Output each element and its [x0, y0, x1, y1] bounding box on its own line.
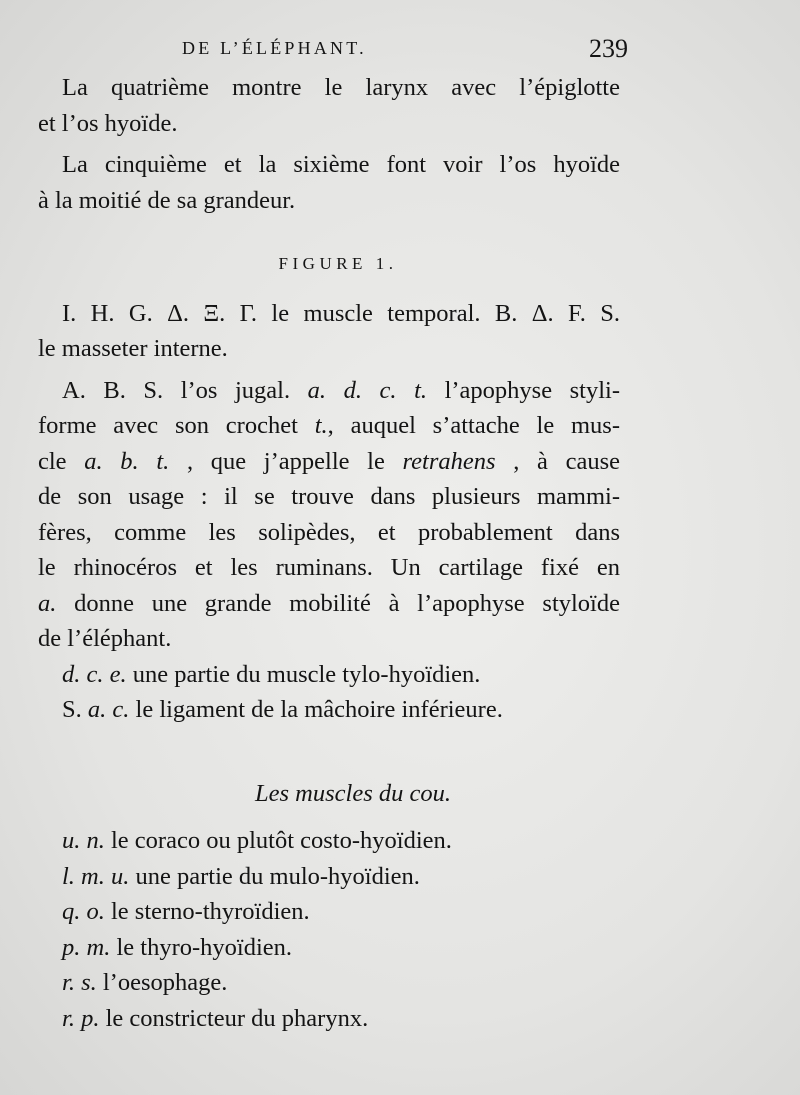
figure-reference: a. b. t.: [84, 447, 170, 475]
page-header: [182, 34, 628, 64]
figure-reference: d. c. e.: [62, 660, 127, 688]
figure-reference: a. c.: [87, 696, 130, 723]
text-line: La quatrième montre le larynx avec l’épiglotte: [62, 74, 620, 101]
figure-reference: t.: [314, 412, 328, 439]
figure-reference: q. o.: [62, 898, 105, 925]
text-line: à la moitié de sa grandeur.: [38, 186, 296, 214]
list-item: r. p. le constricteur du pharynx.: [62, 1004, 369, 1032]
text-line: et l’os hyoïde.: [38, 109, 178, 137]
list-item: p. m. le thyro-hyoïdien.: [62, 933, 292, 961]
figure-reference: l. m. u.: [62, 862, 130, 890]
figure-reference: r. s.: [62, 969, 97, 996]
figure-reference: u. n.: [62, 827, 105, 854]
text-line: de l’éléphant.: [38, 625, 172, 652]
figure-reference: a.: [38, 589, 57, 617]
text-line: d. c. e. une partie du muscle tylo-hyoïdien.: [62, 660, 481, 688]
text-line: fères, comme les solipèdes, et probablement dans: [38, 518, 620, 546]
text-line: le masseter interne.: [38, 335, 228, 362]
text-line: de son usage : il se trouve dans plusieurs mammi-: [38, 483, 620, 510]
latin-term: retrahens: [402, 447, 496, 475]
section-title: Les muscles du cou.: [255, 779, 451, 807]
list-item: l. m. u. une partie du mulo-hyoïdien.: [62, 862, 420, 890]
figure-reference: p. m.: [62, 933, 111, 961]
page-number: 239: [589, 34, 628, 63]
figure-reference: r. p.: [62, 1004, 100, 1032]
text-line: I. H. G. Δ. Ξ. Γ. le muscle temporal. B. Δ. F. S.: [62, 299, 620, 327]
list-item: u. n. le coraco ou plutôt costo-hyoïdien.: [62, 827, 452, 854]
text-line: le rhinocéros et les ruminans. Un cartilage fixé en: [38, 554, 620, 581]
figure-heading: FIGURE 1.: [278, 254, 398, 273]
text-line: S. a. c. le ligament de la mâchoire inférieure.: [62, 696, 503, 723]
text-line: La cinquième et la sixième font voir l’os hyoïde: [62, 151, 620, 178]
list-item: q. o. le sterno-thyroïdien.: [62, 898, 310, 925]
text-line: a. donne une grande mobilité à l’apophyse styloïde: [38, 589, 620, 617]
text-line: forme avec son crochet t., auquel s’attache le mus-: [38, 412, 621, 439]
figure-reference: a. d. c. t.: [307, 376, 428, 404]
running-head: DE L’ÉLÉPHANT.: [182, 38, 367, 58]
text-line: cle a. b. t. , que j’appelle le retrahens , à cause: [38, 447, 620, 475]
page-body: [38, 70, 620, 1036]
text-line: A. B. S. l’os jugal. a. d. c. t. l’apophyse styli-: [62, 376, 620, 404]
list-item: r. s. l’oesophage.: [62, 969, 228, 996]
